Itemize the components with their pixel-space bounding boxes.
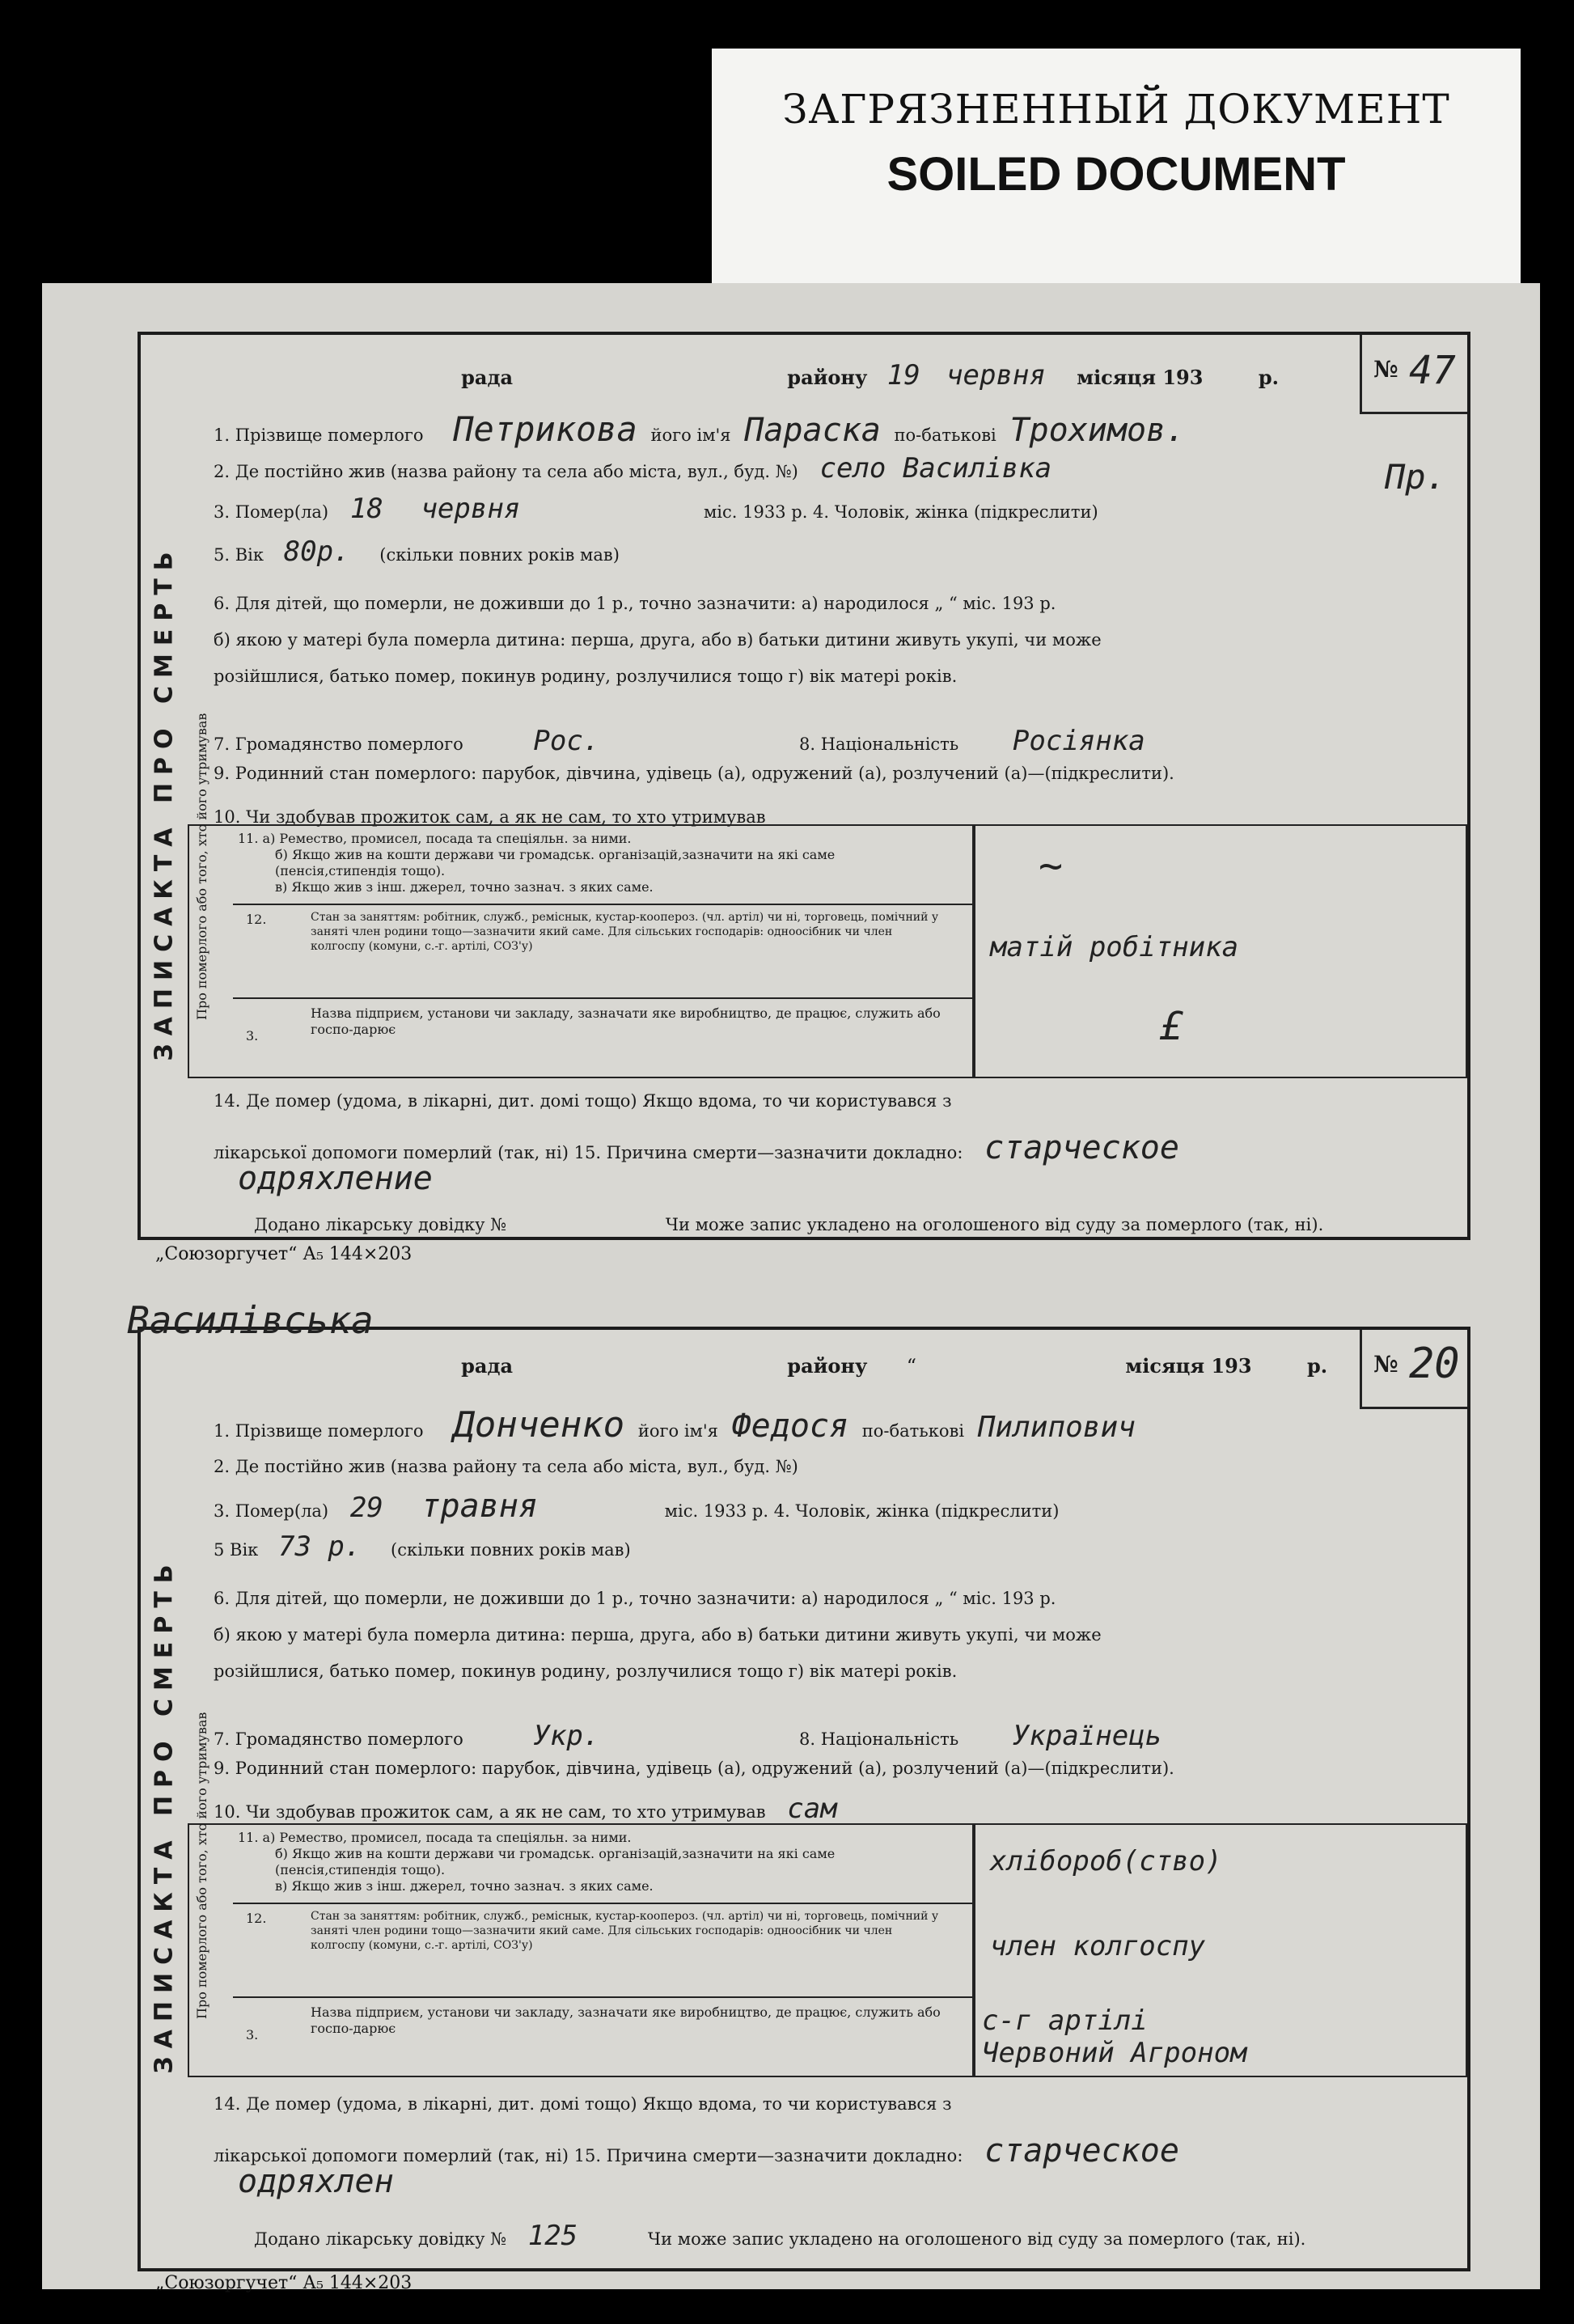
rada-label: рада — [461, 1354, 513, 1378]
month-label: місяця 193 — [1077, 366, 1204, 389]
card-1-footer: „Союзоргучет“ А₅ 144×203 — [155, 1244, 413, 1264]
field-12-value: член колгоспу — [990, 1930, 1206, 1962]
rotated-label: Про померлого або того, хто його утримував — [194, 1712, 209, 2019]
field-2-label: 2. Де постійно жив (назва району та села або міста, вул., буд. №) — [214, 462, 798, 481]
field-1-label: 1. Прізвище померлого — [214, 425, 424, 445]
field-support: сам — [787, 1793, 837, 1825]
field-name: Параска — [744, 412, 881, 449]
year-suffix: р. — [1306, 1354, 1328, 1378]
patronymic-label: по-батькові — [861, 1421, 965, 1441]
field-12-label: 12. — [246, 912, 267, 927]
field-1-row — [214, 409, 1451, 449]
field-3-row — [214, 493, 1451, 525]
field-11-value: хлібороб(ство) — [990, 1845, 1222, 1877]
field-name: Федося — [731, 1408, 849, 1445]
number-sign: № — [1373, 356, 1398, 383]
death-record-card-1 — [138, 332, 1470, 1240]
field-11b: б) Якщо жив на кошти держави чи громадськ. організацій,зазначити на які саме (пенсія,стипендія тощо). — [275, 1846, 836, 1877]
field-certificate: 125 — [527, 2220, 578, 2252]
field-13-text: Назва підприєм, установи чи закладу, зазначати яке виробництво, де працює, служить або госпо-дарює — [311, 1005, 941, 1037]
header-row — [214, 359, 1451, 392]
field-12-text: Стан за заняттям: робітник, служб., реміснык, кустар-коопероз. (чл. артіл) чи ні, торговець, помічний у заняті член родини тощо—зазначити який саме. Для сільських господарів: одноосібник чи член колгоспу (комуни, с.-г. артілі, СОЗ'у) — [311, 1910, 939, 1952]
header-day: “ — [906, 1355, 916, 1378]
record-number: 20 — [1409, 1340, 1460, 1388]
field-2-row — [214, 1447, 1451, 1479]
raion-label: району — [787, 1354, 868, 1378]
field-5-row — [214, 1530, 1451, 1563]
field-1-row — [214, 1404, 1451, 1446]
death-year-text: міс. 1933 р. 4. Чоловік, жінка (підкреслити) — [703, 502, 1098, 522]
field-7-row — [214, 1720, 1451, 1752]
field-15-cont — [238, 2163, 1451, 2200]
field-12-text: Стан за заняттям: робітник, служб., реміснык, кустар-коопероз. (чл. артіл) чи ні, торговець, помічний у заняті член родини тощо—зазначити який саме. Для сільських господарів: одноосібник чи член колгоспу (комуни, с.-г. артілі, СОЗ'у) — [311, 911, 939, 953]
side-title-1 — [141, 432, 188, 1172]
field-16-rest: Чи може запис укладено на оголошеного від суду за померлого (так, ні). — [647, 2229, 1306, 2249]
village-name: Василівська — [127, 1298, 374, 1342]
field-13-value-2: Червоний Агроном — [982, 2037, 1247, 2069]
record-number-box — [1360, 335, 1467, 414]
field-6a: 6. Для дітей, що померли, не доживши до 1 р., точно зазначити: а) народилося „ “ міс. 193 р. — [214, 594, 1056, 613]
death-month: травня — [421, 1488, 538, 1525]
field-5-label: 5 Вік — [214, 1540, 259, 1560]
field-patronymic: Трохимов. — [1009, 412, 1186, 449]
field-surname: Донченко — [453, 1404, 625, 1446]
field-13-label: 3. — [246, 1028, 259, 1043]
card-2-footer: „Союзоргучет“ А₅ 144×203 — [155, 2273, 413, 2293]
header-month: червня — [946, 359, 1046, 392]
side-title-2 — [141, 1427, 188, 2203]
field-surname: Петрикова — [453, 409, 637, 449]
field-cause-cont: одряхлен — [238, 2163, 394, 2200]
field-6a: 6. Для дітей, що померли, не доживши до 1 р., точно зазначити: а) народилося „ “ міс. 193 р. — [214, 1589, 1056, 1608]
margin-note: Пр. — [1385, 457, 1446, 497]
field-1-label: 1. Прізвище померлого — [214, 1421, 424, 1441]
soiled-document-label — [712, 49, 1521, 283]
field-5-label: 5. Вік — [214, 545, 264, 565]
field-age: 73 р. — [278, 1530, 362, 1563]
field-2-row — [214, 452, 1451, 485]
field-10-label: 10. Чи здобував прожиток сам, а як не сам, то хто утримував — [214, 807, 766, 827]
occupation-section-right — [972, 824, 1467, 1078]
field-3-label: 3. Помер(ла) — [214, 1501, 329, 1521]
death-day: 29 — [349, 1492, 383, 1524]
field-15-cont — [238, 1160, 1451, 1197]
field-13-label: 3. — [246, 2027, 259, 2042]
field-12-label: 12. — [246, 1911, 267, 1926]
field-14: 14. Де помер (удома, в лікарні, дит. домі тощо) Якщо вдома, то чи користувався з — [214, 2094, 952, 2114]
field-14: 14. Де помер (удома, в лікарні, дит. домі тощо) Якщо вдома, то чи користувався з — [214, 1091, 952, 1111]
field-9: 9. Родинний стан померлого: парубок, дівчина, удівець (а), одружений (а), розлучений (а)—(підкреслити). — [214, 1759, 1174, 1778]
field-3-row — [214, 1488, 1451, 1525]
patronymic-label: по-батькові — [894, 425, 996, 445]
field-11a: 11. а) Ремество, промисел, посада та спеціяльн. за ними. — [238, 831, 632, 846]
label-russian: ЗАГРЯЗНЕННЫЙ ДОКУМЕНТ — [782, 86, 1450, 133]
field-6b: б) якою у матері була померла дитина: перша, друга, або в) батьки дитини живуть укупі, чи може — [214, 1625, 1102, 1645]
field-5-row — [214, 535, 1451, 568]
record-number: 47 — [1409, 348, 1456, 393]
field-11a: 11. а) Ремество, промисел, посада та спеціяльн. за ними. — [238, 1830, 632, 1845]
age-note: (скільки повних років мав) — [391, 1540, 631, 1560]
field-citizenship: Укр. — [533, 1720, 600, 1752]
name-label: його ім'я — [650, 425, 731, 445]
field-7-label: 7. Громадянство померлого — [214, 1729, 463, 1749]
field-12-value: матій робітника — [990, 931, 1239, 963]
field-11c: в) Якщо жив з інш. джерел, точно зазнач. з яких саме. — [275, 879, 654, 895]
label-english: SOILED DOCUMENT — [886, 148, 1346, 201]
field-11 — [238, 1830, 950, 1894]
age-note: (скільки повних років мав) — [379, 545, 620, 565]
side-title-text: ЗАПИСАКТА ПРО СМЕРТЬ — [150, 543, 179, 1061]
field-16-label: Додано лікарську довідку № — [254, 2229, 507, 2249]
field-citizenship: Рос. — [533, 725, 600, 757]
document-sheet — [42, 283, 1540, 2293]
field-11 — [238, 831, 950, 895]
field-7-row — [214, 725, 1451, 757]
field-6c: розійшлися, батько помер, покинув родину, розлучилися тощо г) вік матері років. — [214, 667, 958, 686]
occupation-section-right — [972, 1823, 1467, 2077]
field-13-value: £ — [1160, 1004, 1183, 1049]
field-nationality: Українець — [1012, 1720, 1162, 1752]
death-day: 18 — [349, 493, 383, 525]
field-16-row — [254, 1205, 1451, 1238]
field-11c: в) Якщо жив з інш. джерел, точно зазнач. з яких саме. — [275, 1878, 654, 1894]
field-cause: старческое — [984, 1129, 1179, 1166]
header-row — [214, 1354, 1451, 1378]
side-title-text: ЗАПИСАКТА ПРО СМЕРТЬ — [150, 1556, 179, 2074]
nationality-label: 8. Національність — [799, 1729, 959, 1749]
field-15-label: лікарської допомоги померлий (так, ні) 15. Причина смерти—зазначити докладно: — [214, 2146, 963, 2165]
field-2-label: 2. Де постійно жив (назва району та села або міста, вул., буд. №) — [214, 1457, 798, 1476]
month-label: місяця 193 — [1125, 1354, 1252, 1378]
field-cause: старческое — [984, 2132, 1179, 2169]
field-10-row — [214, 1793, 1451, 1825]
death-record-card-2 — [138, 1327, 1470, 2271]
rotated-label: Про померлого або того, хто його утримував — [194, 713, 209, 1020]
death-year-text: міс. 1933 р. 4. Чоловік, жінка (підкреслити) — [664, 1501, 1060, 1521]
name-label: його ім'я — [637, 1421, 718, 1441]
field-patronymic: Пилипович — [977, 1411, 1136, 1444]
field-6c: розійшлися, батько помер, покинув родину, розлучилися тощо г) вік матері років. — [214, 1662, 958, 1681]
field-age: 80р. — [283, 535, 350, 568]
field-6b: б) якою у матері була померла дитина: перша, друга, або в) батьки дитини живуть укупі, чи може — [214, 630, 1102, 650]
field-16-label: Додано лікарську довідку № — [254, 1215, 507, 1234]
raion-label: району — [787, 366, 868, 389]
field-11b: б) Якщо жив на кошти держави чи громадськ. організацій,зазначити на які саме (пенсія,стипендія тощо). — [275, 847, 836, 878]
field-3-label: 3. Помер(ла) — [214, 502, 329, 522]
field-7-label: 7. Громадянство померлого — [214, 734, 463, 754]
field-16-row — [254, 2220, 1451, 2252]
year-suffix: р. — [1258, 366, 1279, 389]
rada-label: рада — [461, 366, 513, 389]
record-number-box — [1360, 1330, 1467, 1409]
field-11-value: ~ — [1039, 842, 1064, 889]
field-9: 9. Родинний стан померлого: парубок, дівчина, удівець (а), одружений (а), розлучений (а)—(підкреслити). — [214, 764, 1174, 783]
field-cause-cont: одряхление — [238, 1160, 433, 1197]
field-residence: село Василівка — [819, 452, 1052, 485]
nationality-label: 8. Національність — [799, 734, 959, 754]
death-month: червня — [421, 493, 521, 525]
field-13-value: с-г артілі — [982, 2004, 1148, 2037]
field-15-label: лікарської допомоги померлий (так, ні) 15. Причина смерти—зазначити докладно: — [214, 1143, 963, 1162]
field-16-rest: Чи може запис укладено на оголошеного від суду за померлого (так, ні). — [665, 1215, 1324, 1234]
field-10-label: 10. Чи здобував прожиток сам, а як не сам, то хто утримував — [214, 1802, 766, 1822]
field-13-text: Назва підприєм, установи чи закладу, зазначати яке виробництво, де працює, служить або госпо-дарює — [311, 2004, 941, 2036]
number-sign: № — [1373, 1351, 1398, 1378]
field-nationality: Росіянка — [1012, 725, 1145, 757]
header-day: 19 — [886, 359, 920, 392]
